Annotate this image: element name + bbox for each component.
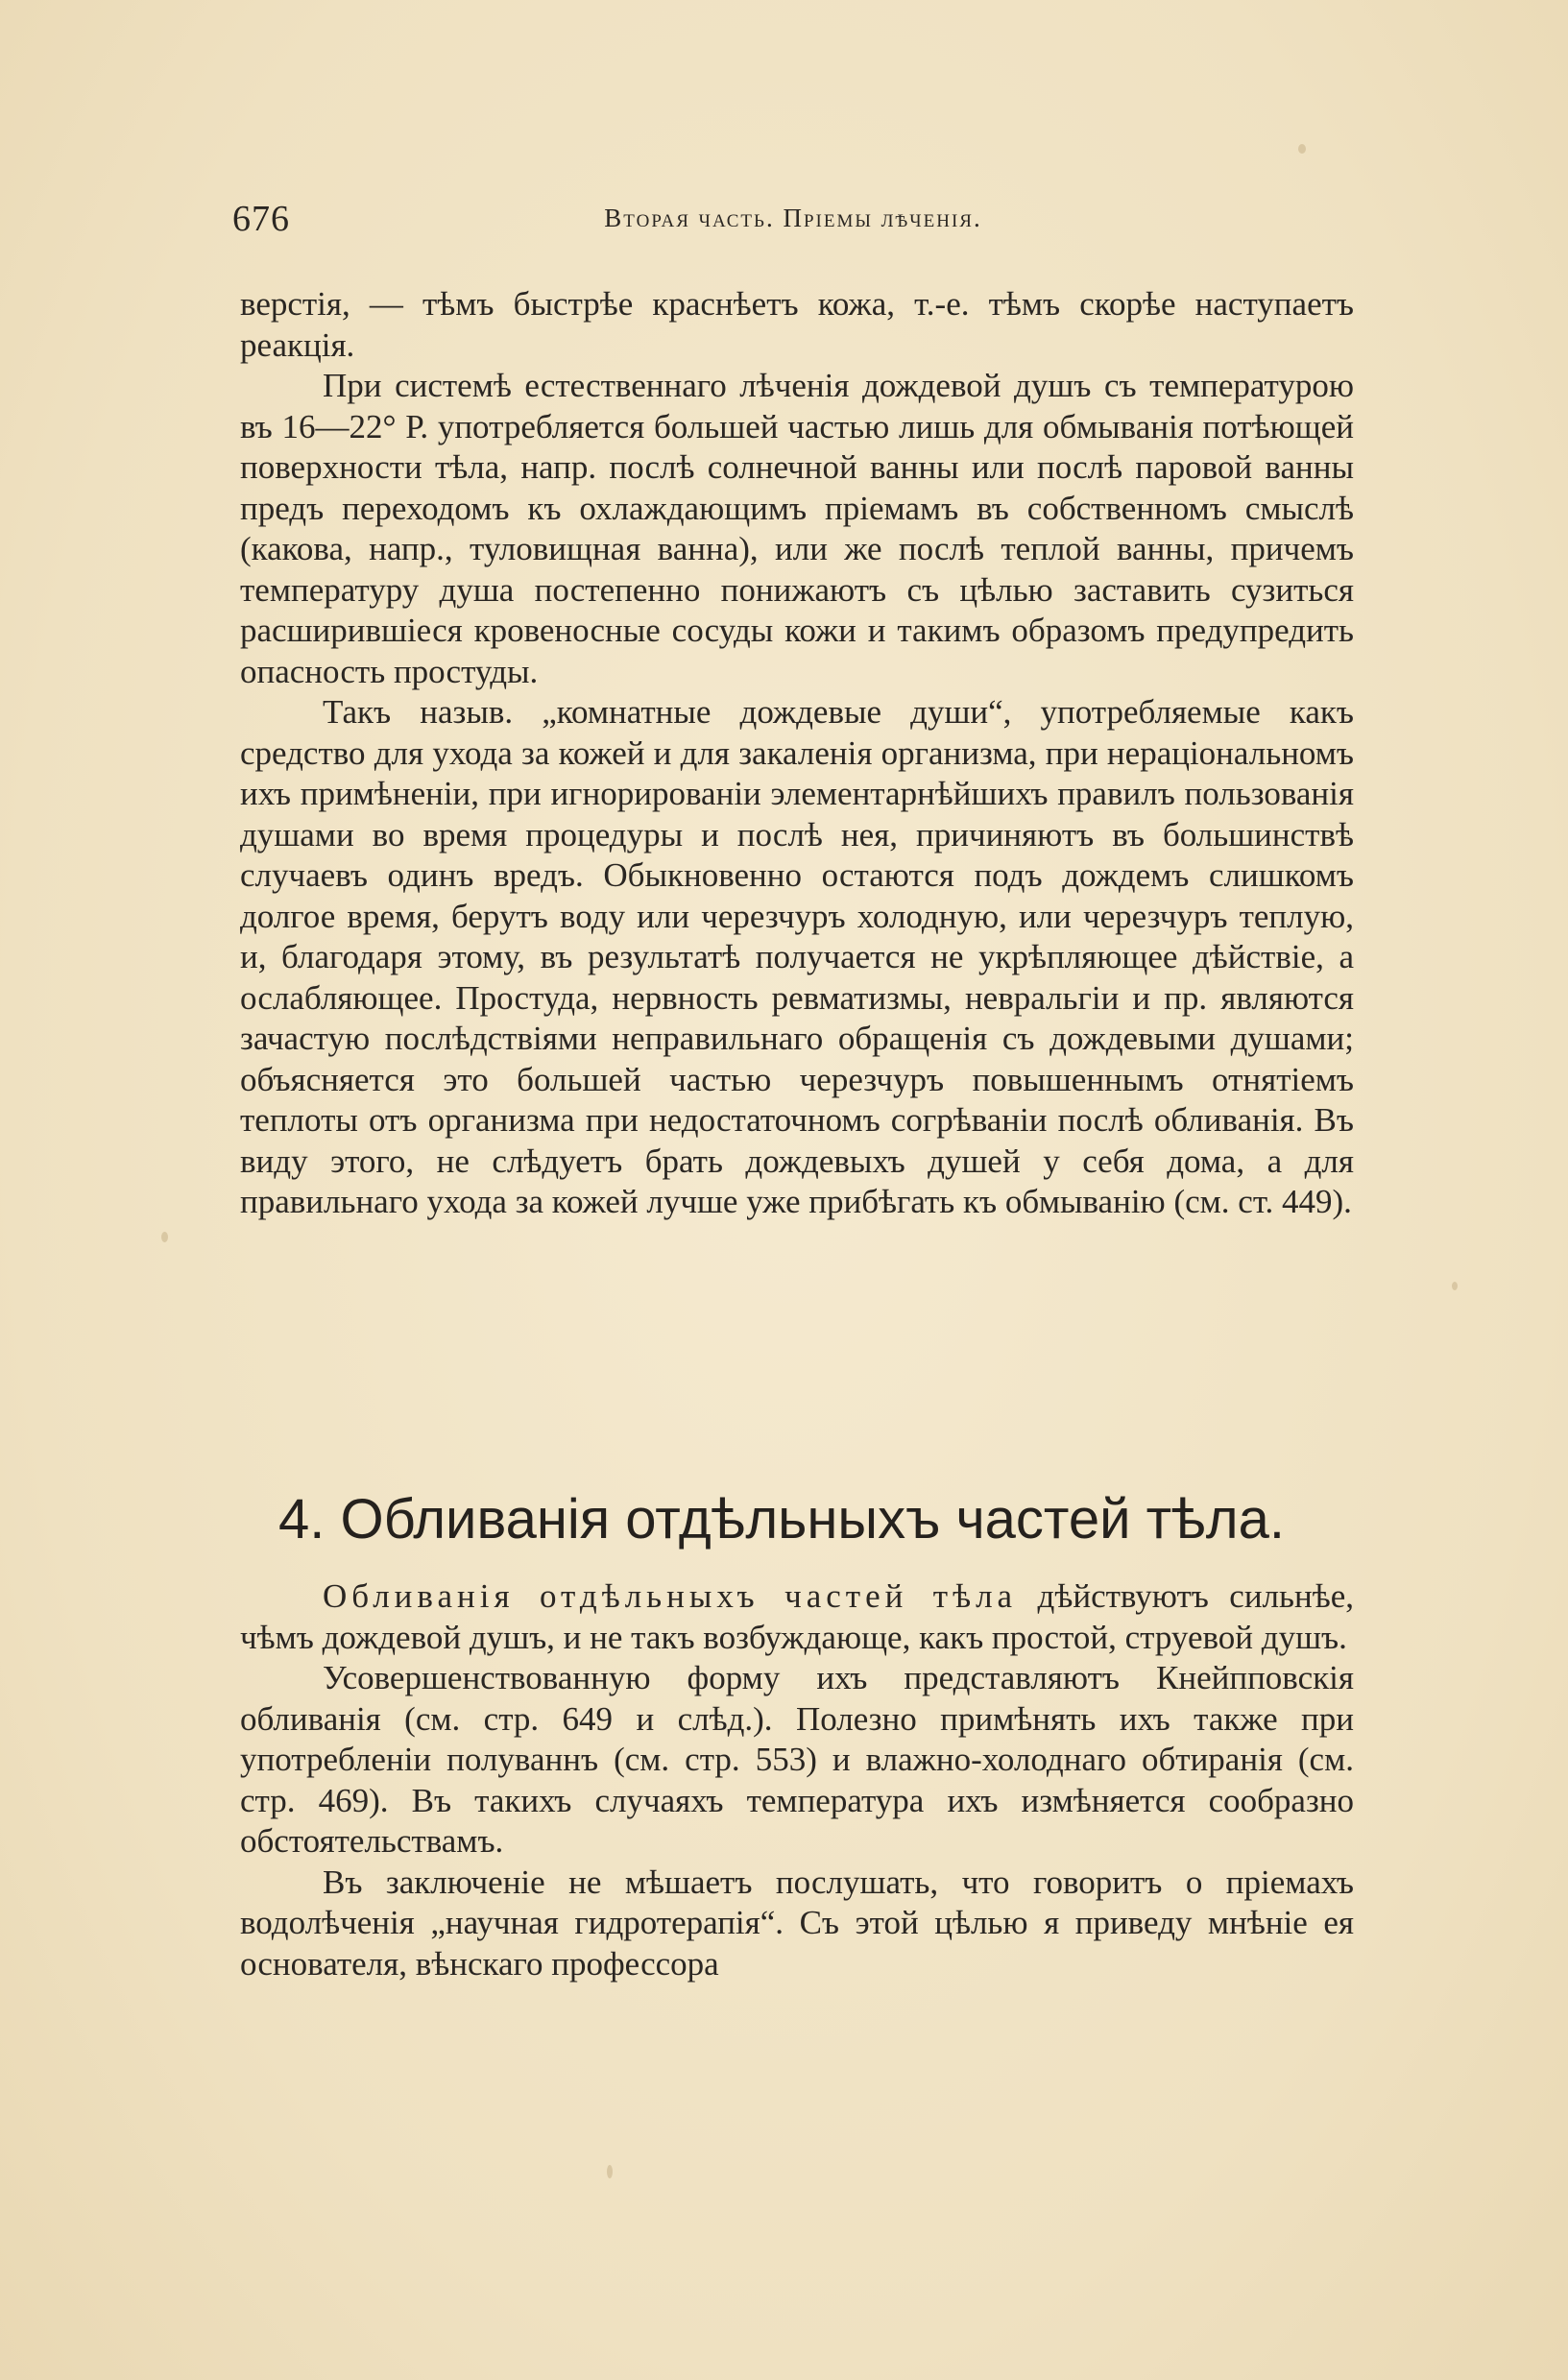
body-text-top	[240, 284, 1354, 1223]
paper-stain	[1298, 144, 1306, 154]
paper-stain	[607, 2165, 613, 2178]
section-heading: 4. Обливанія отдѣльныхъ частей тѣла.	[278, 1488, 1285, 1551]
spaced-emphasis: Обливанія отдѣльныхъ частей тѣла	[323, 1577, 1018, 1615]
paragraph: При системѣ естественнаго лѣченія дождевой душъ съ температурою въ 16—22° Р. употребляется большей частью лишь для обмыванія потѣющей поверхности тѣла, напр. послѣ солнечной ванны или послѣ паровой ванны предъ переходомъ къ охлаждающимъ пріемамъ въ собственномъ смыслѣ (какова, напр., туловищная ванна), или же послѣ теплой ванны, причемъ температуру душа постепенно понижаютъ съ цѣлью заставить сузиться расширившіеся кровеносные сосуды кожи и такимъ образомъ предупредить опасность простуды.	[240, 367, 1354, 690]
paper-stain	[1452, 1282, 1458, 1290]
body-text-bottom	[240, 1576, 1354, 1984]
page-header	[232, 192, 1354, 250]
page-number: 676	[232, 199, 290, 239]
paper-stain	[161, 1232, 168, 1242]
paragraph: Въ заключеніе не мѣшаетъ послушать, что говоритъ о пріемахъ водолѣченія „научная гидротерапія“. Съ этой цѣлью я приведу мнѣніе ея основателя, вѣнскаго профессора	[240, 1863, 1354, 1983]
running-head: Вторая часть. Пріемы лѣченія.	[604, 204, 982, 232]
paragraph: Усовершенствованную форму ихъ представляютъ Кнейпповскія обливанія (см. стр. 649 и слѣд.). Полезно примѣнять ихъ также при употребленіи полуваннъ (см. стр. 553) и влажно-холоднаго обтиранія (см. стр. 469). Въ такихъ случаяхъ температура ихъ измѣняется сообразно обстоятельствамъ.	[240, 1659, 1354, 1860]
paragraph: верстія, — тѣмъ быстрѣе краснѣетъ кожа, т.-е. тѣмъ скорѣе наступаетъ реакція.	[240, 285, 1354, 364]
paragraph-rest: дѣйствуютъ сильнѣе, чѣмъ дождевой душъ, и не такъ возбуждающе, какъ простой, струевой душъ.	[240, 1577, 1354, 1656]
paragraph	[240, 1576, 1354, 1658]
paragraph: Такъ назыв. „комнатные дождевые души“, употребляемые какъ средство для ухода за кожей и для закаленія организма, при нераціональномъ ихъ примѣненіи, при игнорированіи элементарнѣйшихъ правилъ пользованія душами во время процедуры и послѣ нея, причиняютъ въ большинствѣ случаевъ одинъ вредъ. Обыкновенно остаются подъ дождемъ слишкомъ долгое время, берутъ воду или черезчуръ холодную, или черезчуръ теплую, и, благодаря этому, въ результатѣ получается не укрѣпляющее дѣйствіе, а ослабляющее. Простуда, нервность ревматизмы, невральгіи и пр. являются зачастую послѣдствіями неправильнаго обращенія съ дождевыми душами; объясняется это большей частью черезчуръ повышеннымъ отнятіемъ теплоты отъ организма при недостаточномъ согрѣваніи послѣ обливанія. Въ виду этого, не слѣдуетъ брать дождевыхъ душей у себя дома, а для правильнаго ухода за кожей лучше уже прибѣгать къ обмыванію (см. ст. 449).	[240, 693, 1354, 1220]
